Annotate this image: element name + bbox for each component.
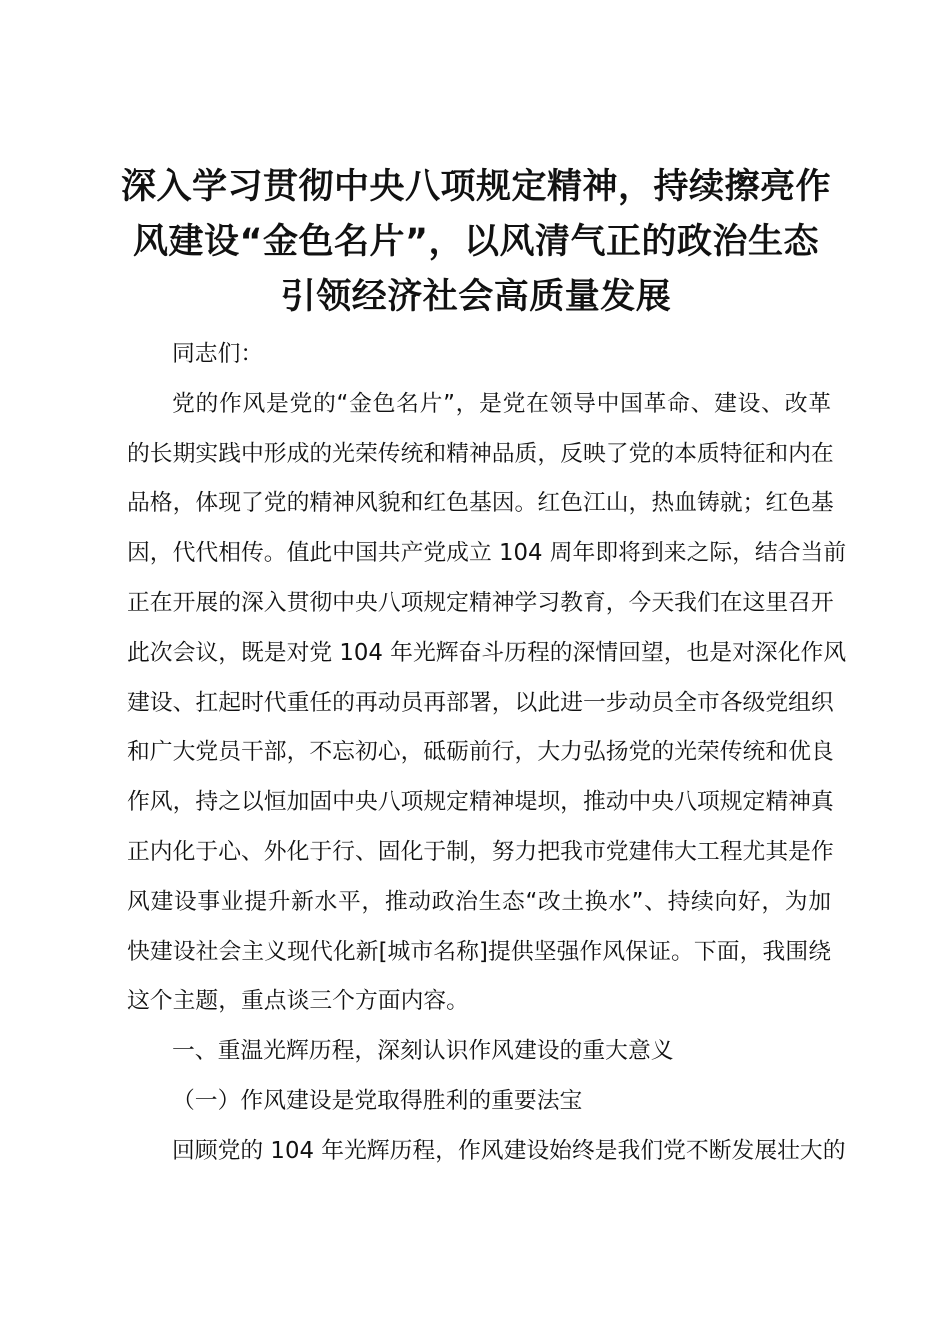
paragraph-line: 快建设社会主义现代化新[城市名称]提供坚强作风保证。下面，我围绕 xyxy=(127,938,831,965)
title-line-1: 深入学习贯彻中央八项规定精神，持续擦亮作 xyxy=(120,167,831,207)
paragraph-line: 因，代代相传。值此中国共产党成立 104 周年即将到来之际，结合当前 xyxy=(127,540,847,567)
paragraph-line: 正内化于心、外化于行、固化于制，努力把我市党建伟大工程尤其是作 xyxy=(127,838,834,865)
paragraph-line: 的长期实践中形成的光荣传统和精神品质，反映了党的本质特征和内在 xyxy=(127,440,834,467)
section-heading-1: 一、重温光辉历程，深刻认识作风建设的重大意义 xyxy=(172,1038,674,1065)
paragraph-line: 品格，体现了党的精神风貌和红色基因。红色江山，热血铸就；红色基 xyxy=(127,490,834,517)
paragraph-line: 作风，持之以恒加固中央八项规定精神堤坝，推动中央八项规定精神真 xyxy=(127,789,834,816)
paragraph-line: 这个主题，重点谈三个方面内容。 xyxy=(127,988,469,1015)
paragraph-line: 此次会议，既是对党 104 年光辉奋斗历程的深情回望，也是对深化作风 xyxy=(127,639,847,666)
title-line-2: 风建设“金色名片”，以风清气正的政治生态 xyxy=(132,222,819,262)
paragraph-line: 回顾党的 104 年光辉历程，作风建设始终是我们党不断发展壮大的 xyxy=(172,1137,846,1164)
paragraph-line: 和广大党员干部，不忘初心，砥砺前行，大力弘扬党的光荣传统和优良 xyxy=(127,739,834,766)
paragraph-line: 正在开展的深入贯彻中央八项规定精神学习教育，今天我们在这里召开 xyxy=(127,589,834,616)
paragraph-line: 建设、扛起时代重任的再动员再部署，以此进一步动员全市各级党组织 xyxy=(127,689,834,716)
title-line-3: 引领经济社会高质量发展 xyxy=(280,277,672,317)
paragraph-history xyxy=(127,1127,846,1177)
document-title xyxy=(120,160,832,325)
salutation: 同志们： xyxy=(172,341,264,367)
subsection-heading-1: （一）作风建设是党取得胜利的重要法宝 xyxy=(172,1087,583,1114)
paragraph-line: 党的作风是党的“金色名片”，是党在领导中国革命、建设、改革 xyxy=(172,390,831,417)
paragraph-intro xyxy=(127,380,847,1027)
paragraph-line: 风建设事业提升新水平，推动政治生态“改土换水”、持续向好，为加 xyxy=(127,888,831,915)
document-body xyxy=(127,330,847,1177)
